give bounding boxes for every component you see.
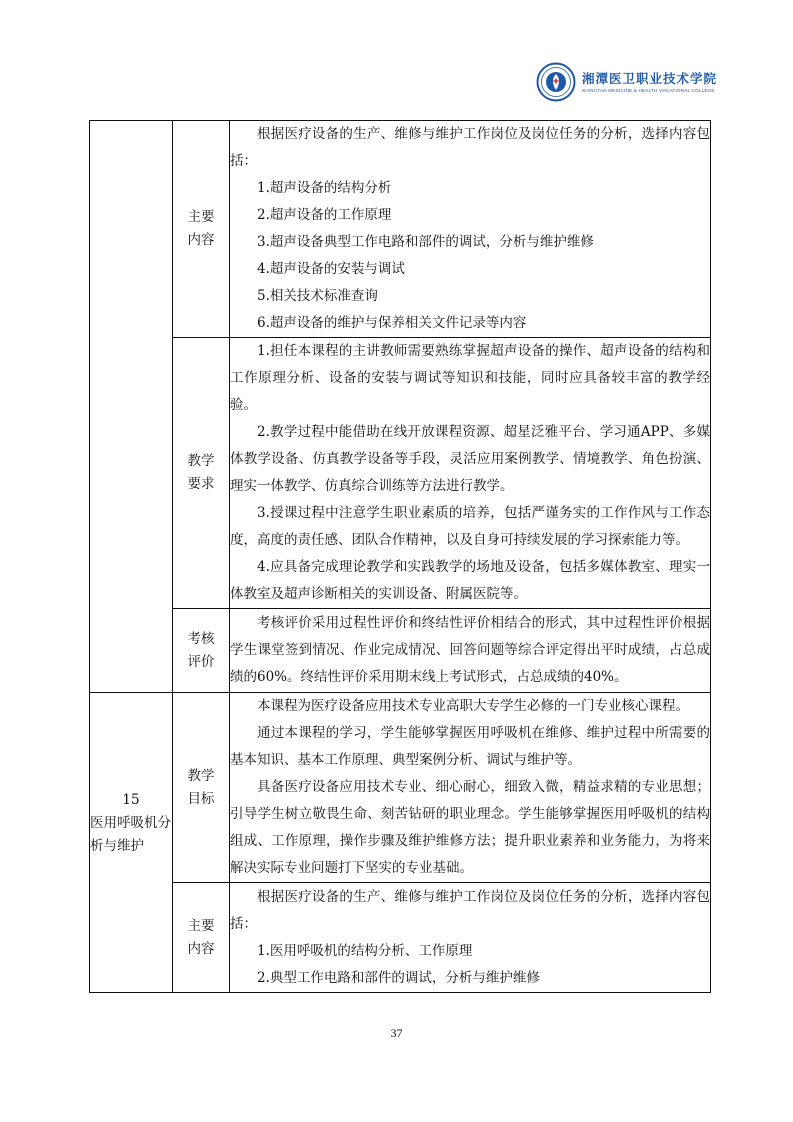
paragraph: 通过本课程的学习，学生能够掌握医用呼吸机在维修、维护过程中所需要的基本知识、基本工作原理、典型案例分析、调试与维护等。 <box>230 725 710 768</box>
course-a-assessment <box>230 609 711 693</box>
school-logo <box>536 62 717 102</box>
paragraph: 2.教学过程中能借助在线开放课程资源、超星泛雅平台、学习通APP、多媒体教学设备、仿真教学设备等手段，灵活应用案例教学、情境教学、角色扮演、理实一体教学、仿真综合训练等方法进行教学。 <box>230 424 710 494</box>
school-emblem-icon <box>536 62 576 102</box>
table-row <box>90 693 711 883</box>
content-line: 4.超声设备的安装与调试 <box>257 261 405 277</box>
course-b-main-content <box>230 883 711 993</box>
row-label-main-content: 主要 内容 <box>173 883 230 993</box>
school-name-cn: 湘潭医卫职业技术学院 <box>582 70 718 86</box>
course-number: 15 <box>122 792 140 808</box>
paragraph: 本课程为医疗设备应用技术专业高职大专学生必修的一门专业核心课程。 <box>257 698 689 714</box>
table-row <box>90 883 711 993</box>
paragraph: 考核评价采用过程性评价和终结性评价相结合的形式，其中过程性评价根据学生课堂签到情况、作业完成情况、回答问题等综合评定得出平时成绩，占总成绩的60%。终结性评价采用期末线上考试形式，占总成绩的40%。 <box>230 615 710 685</box>
paragraph: 具备医疗设备应用技术专业、细心耐心，细致入微，精益求精的专业思想；引导学生树立敬畏生命、刻苦钻研的职业理念。学生能够掌握医用呼吸机的结构组成、工作原理，操作步骤及维护维修方法；提升职业素养和业务能力，为将来解决实际专业问题打下坚实的专业基础。 <box>230 779 710 876</box>
school-name-en: XIANGTAN MEDICINE & HEALTH VOCATIONAL COLLEGE <box>582 87 715 93</box>
content-line: 1.医用呼吸机的结构分析、工作原理 <box>257 942 473 959</box>
content-line: 3.超声设备典型工作电路和部件的调试，分析与维护维修 <box>257 234 594 250</box>
content-line: 5.相关技术标准查询 <box>257 288 378 304</box>
content-line: 2.典型工作电路和部件的调试，分析与维护维修 <box>257 969 540 986</box>
paragraph: 1.担任本课程的主讲教师需要熟练掌握超声设备的操作、超声设备的结构和工作原理分析、设备的安装与调试等知识和技能，同时应具备较丰富的教学经验。 <box>230 343 710 413</box>
row-label-assessment: 考核 评价 <box>173 609 230 693</box>
content-line: 6.超声设备的维护与保养相关文件记录等内容 <box>257 315 527 331</box>
row-label-main-content: 主要 内容 <box>173 121 230 338</box>
table-row <box>90 121 711 338</box>
table-row <box>90 338 711 609</box>
content-line: 根据医疗设备的生产、维修与维护工作岗位及岗位任务的分析，选择内容包括： <box>230 126 710 169</box>
row-label-teaching-req: 教学 要求 <box>173 338 230 609</box>
course-a-index-cell <box>90 121 173 693</box>
table-row <box>90 609 711 693</box>
content-line: 2.超声设备的工作原理 <box>257 207 392 223</box>
row-label-goals: 教学 目标 <box>173 693 230 883</box>
paragraph: 4.应具备完成理论教学和实践教学的场地及设备，包括多媒体教室、理实一体教室及超声诊断相关的实训设备、附属医院等。 <box>230 559 710 602</box>
page-number: 37 <box>390 1026 403 1040</box>
course-name: 医用呼吸机分析与维护 <box>90 815 171 854</box>
course-a-teaching-req <box>230 338 711 609</box>
course-b-goals <box>230 693 711 883</box>
paragraph: 3.授课过程中注意学生职业素质的培养，包括严谨务实的工作作风与工作态度，高度的责任感、团队合作精神，以及自身可持续发展的学习探索能力等。 <box>230 505 710 548</box>
content-line: 1.超声设备的结构分析 <box>257 180 392 196</box>
course-b-index-cell <box>90 693 173 993</box>
content-line: 根据医疗设备的生产、维修与维护工作岗位及岗位任务的分析，选择内容包括： <box>230 888 710 932</box>
course-a-main-content <box>230 121 711 338</box>
course-table <box>89 120 711 993</box>
